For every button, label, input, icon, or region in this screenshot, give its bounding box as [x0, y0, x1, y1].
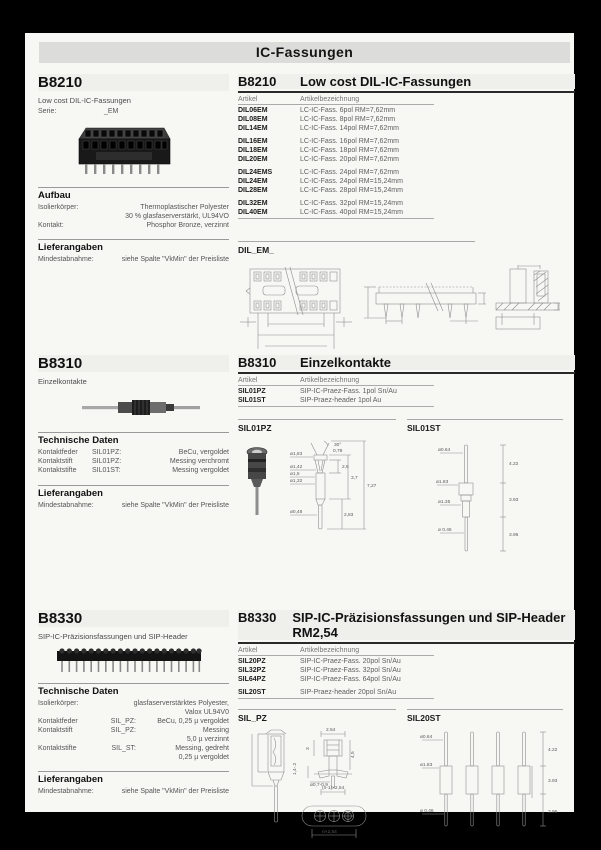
title-underline — [238, 91, 575, 93]
dil-em-drawing-label: DIL_EM_ — [238, 241, 475, 255]
article-number: DIL18EM — [238, 147, 268, 154]
tech-row — [38, 744, 229, 753]
article-number: DIL20EM — [238, 156, 268, 163]
svg-text:ø1,32: ø1,32 — [290, 479, 303, 484]
svg-text:ø1.83: ø1.83 — [436, 480, 449, 485]
article-number: SIL01PZ — [238, 388, 266, 395]
article-description: LC-IC-Fass. 6pol RM=7,62mm — [300, 107, 396, 114]
dimension-labels — [420, 734, 558, 815]
kontakt-label: Kontakt: — [38, 222, 64, 229]
article-description: SIP-IC-Praez-Fass. 1pol Sn/Au — [300, 388, 397, 395]
table-row — [238, 106, 575, 115]
dimension-labels — [436, 447, 519, 538]
article-number: DIL06EM — [238, 107, 268, 114]
col-bezeichnung: Artikelbezeichnung — [300, 96, 360, 103]
tech-row-wrap — [38, 735, 229, 744]
svg-text:3.93: 3.93 — [509, 498, 519, 503]
tech-label: Kontaktstift — [38, 727, 73, 734]
tech-title: Technische Daten — [38, 686, 119, 697]
svg-text:n×2,54: n×2,54 — [322, 830, 337, 835]
tech-value2: 0,25 µ vergoldet — [178, 754, 229, 761]
title-underline — [238, 642, 575, 644]
b8210-table-column — [238, 74, 575, 361]
b8310-table-column — [238, 355, 575, 565]
sil-pz-technical-drawing — [238, 726, 410, 848]
table-row — [238, 177, 575, 186]
liefer-row — [38, 501, 229, 510]
article-description: SIP-IC-Praez-Fass. 20pol Sn/Au — [300, 658, 401, 665]
tech-label: Kontaktstifte — [38, 467, 77, 474]
liefer-value: siehe Spalte "VkMin" der Preisliste — [121, 256, 229, 263]
col-artikel: Artikel — [238, 377, 258, 384]
svg-text:4.22: 4.22 — [509, 462, 519, 467]
drawing-label-row — [238, 419, 575, 433]
title-underline — [238, 372, 575, 374]
drawing-label-row — [238, 709, 575, 723]
tech-value: Messing — [202, 727, 229, 734]
tech-code: SIL01ST: — [92, 467, 121, 474]
article-number: SIL20ST — [238, 689, 266, 696]
catalog-page — [25, 33, 574, 835]
svg-text:3: 3 — [306, 747, 311, 750]
tech-value: BeCu, 0,25 µ vergoldet — [157, 718, 229, 725]
dil-side-view — [364, 283, 486, 324]
tech-title: Technische Daten — [38, 435, 119, 446]
col-artikel: Artikel — [238, 647, 258, 654]
article-description: LC-IC-Fass. 28pol RM=15,24mm — [300, 187, 403, 194]
svg-text:4.22: 4.22 — [548, 748, 558, 753]
liefer-title: Lieferangaben — [38, 774, 103, 785]
tech-row — [38, 717, 229, 726]
svg-text:ø1,5: ø1,5 — [290, 472, 300, 477]
b8210-heading: B8210 — [38, 74, 229, 91]
table-title-text: Low cost DIL-IC-Fassungen — [300, 74, 472, 89]
serie-value: _EM — [104, 108, 119, 115]
article-number: DIL16EM — [238, 138, 268, 145]
liefer-label: Mindestabnahme: — [38, 788, 94, 795]
iso-row2 — [38, 708, 229, 717]
header-rule — [238, 385, 434, 386]
table-header — [238, 646, 575, 655]
table-header — [238, 95, 575, 104]
svg-text:2.54: 2.54 — [326, 728, 336, 733]
pin-outline — [437, 445, 506, 551]
table-id: B8210 — [238, 74, 277, 89]
b8330-table-title — [238, 610, 575, 640]
b8310-subtitle: Einzelkontakte — [38, 377, 87, 386]
b8210-table-title — [238, 74, 575, 89]
svg-text:ø0.64: ø0.64 — [420, 735, 433, 740]
svg-text:3.96: 3.96 — [548, 810, 558, 815]
liefer-row — [38, 255, 229, 264]
col-bezeichnung: Artikelbezeichnung — [300, 377, 360, 384]
col-artikel: Artikel — [238, 96, 258, 103]
table-bottom-rule — [238, 698, 434, 699]
tech-code: SIL_PZ: — [110, 727, 136, 734]
table-row — [238, 137, 575, 146]
b8330-subtitle: SIP-IC-Präzisionsfassungen und SIP-Header — [38, 632, 188, 641]
divider — [38, 771, 229, 772]
svg-text:0,78: 0,78 — [333, 449, 343, 454]
article-description: LC-IC-Fass. 24pol RM=15,24mm — [300, 178, 403, 185]
kontakt-value: Phosphor Bronze, verzinnt — [146, 222, 229, 229]
tech-label: Kontaktfeder — [38, 718, 78, 725]
divider — [38, 683, 229, 684]
table-row — [238, 396, 575, 405]
divider — [38, 239, 229, 240]
sil01pz-technical-drawing — [238, 437, 407, 565]
svg-text:3.96: 3.96 — [509, 533, 519, 538]
drawing-label-row — [238, 241, 575, 255]
tech-label: Kontaktstift — [38, 458, 73, 465]
svg-text:7,27: 7,27 — [367, 484, 377, 489]
divider — [38, 432, 229, 433]
table-row — [238, 688, 575, 697]
b8310-drawings — [238, 437, 575, 565]
svg-text:ø1.83: ø1.83 — [420, 763, 433, 768]
sil01st-drawing-label: SIL01ST — [407, 419, 563, 433]
iso-value: Thermoplastischer Polyester — [140, 204, 229, 211]
tech-code: SIL_PZ: — [110, 718, 136, 725]
article-description: SIP-IC-Praez-Fass. 32pol Sn/Au — [300, 667, 401, 674]
table-id: B8310 — [238, 355, 277, 370]
iso-row — [38, 699, 229, 708]
article-number: DIL24EMS — [238, 169, 273, 176]
tech-code: SIL01PZ: — [92, 458, 122, 465]
article-description: LC-IC-Fass. 40pol RM=15,24mm — [300, 209, 403, 216]
liefer-title: Lieferangaben — [38, 488, 103, 499]
table-header — [238, 376, 575, 385]
b8330-table-column — [238, 610, 575, 848]
table-row — [238, 657, 575, 666]
b8330-left-column — [38, 610, 229, 796]
kontakt-row — [38, 221, 229, 230]
svg-text:ø1.35: ø1.35 — [438, 500, 451, 505]
b8210-subtitle: Low cost DIL-IC-Fassungen — [38, 96, 131, 105]
col-bezeichnung: Artikelbezeichnung — [300, 647, 360, 654]
liefer-label: Mindestabnahme: — [38, 256, 94, 263]
section-b8330 — [25, 610, 574, 845]
table-row — [238, 124, 575, 133]
tech-value: BeCu, vergoldet — [178, 449, 229, 456]
iso-label: Isolierkörper: — [38, 204, 79, 211]
article-number: DIL14EM — [238, 125, 268, 132]
table-row — [238, 208, 575, 217]
tech-code: SIL_ST: — [111, 745, 136, 752]
sil20st-drawing-label: SIL20ST — [407, 709, 563, 723]
article-description: SIP-IC-Praez-Fass. 64pol Sn/Au — [300, 676, 401, 683]
dil-top-view — [240, 267, 352, 349]
article-number: DIL32EM — [238, 200, 268, 207]
article-number: SIL32PZ — [238, 667, 266, 674]
table-row — [238, 199, 575, 208]
table-row — [238, 115, 575, 124]
liefer-value: siehe Spalte "VkMin" der Preisliste — [121, 502, 229, 509]
section-b8210 — [25, 74, 574, 355]
svg-text:ø0,7-0,9: ø0,7-0,9 — [310, 783, 328, 788]
article-number: SIL01ST — [238, 397, 266, 404]
article-number: DIL24EM — [238, 178, 268, 185]
liefer-value: siehe Spalte "VkMin" der Preisliste — [121, 788, 229, 795]
table-title-text: SIP-IC-Präzisionsfassungen und SIP-Header RM2,54 — [292, 610, 566, 640]
dimension-labels — [290, 442, 377, 518]
sil01pz-drawing-label: SIL01PZ — [238, 419, 396, 433]
table-title-text: Einzelkontakte — [300, 355, 392, 370]
table-row — [238, 186, 575, 195]
table-row — [238, 666, 575, 675]
b8330-heading: B8330 — [38, 610, 229, 627]
table-row — [238, 155, 575, 164]
table-id: B8330 — [238, 610, 277, 625]
table-bottom-rule — [238, 406, 434, 407]
svg-text:2,83: 2,83 — [344, 513, 354, 518]
header-pins-outline — [422, 732, 546, 826]
article-description: LC-IC-Fass. 14pol RM=7,62mm — [300, 125, 400, 132]
iso-row2 — [38, 212, 229, 221]
b8210-left-column — [38, 74, 229, 264]
b8310-left-column — [38, 355, 229, 510]
table-row — [238, 675, 575, 684]
svg-text:ø 0.46: ø 0.46 — [420, 809, 434, 814]
header-rule — [238, 104, 434, 105]
svg-text:2,5: 2,5 — [342, 465, 349, 470]
dil-em-technical-drawing — [238, 261, 562, 361]
svg-text:(n-1)×2,54: (n-1)×2,54 — [322, 786, 345, 791]
article-description: LC-IC-Fass. 8pol RM=7,62mm — [300, 116, 396, 123]
svg-text:1,4-.2: 1,4-.2 — [293, 762, 298, 775]
sil01st-technical-drawing — [410, 437, 530, 565]
header-rule — [238, 655, 434, 656]
article-description: SIP-Praez-header 1pol Au — [300, 397, 382, 404]
liefer-label: Mindestabnahme: — [38, 502, 94, 509]
svg-text:30°: 30° — [334, 443, 342, 448]
article-description: LC-IC-Fass. 18pol RM=7,62mm — [300, 147, 400, 154]
tech-row-wrap — [38, 753, 229, 762]
tech-row — [38, 726, 229, 735]
tech-row — [38, 466, 229, 475]
iso-value: glasfaserverstärktes Polyester, — [133, 700, 229, 707]
single-contact-photo — [82, 394, 200, 422]
svg-text:3.93: 3.93 — [548, 779, 558, 784]
svg-text:ø1,83: ø1,83 — [290, 452, 303, 457]
article-description: LC-IC-Fass. 32pol RM=15,24mm — [300, 200, 403, 207]
svg-text:ø0.64: ø0.64 — [438, 448, 451, 453]
b8210-serie-row — [38, 107, 229, 116]
sil20st-technical-drawing — [416, 726, 566, 848]
tech-row — [38, 457, 229, 466]
article-number: DIL40EM — [238, 209, 268, 216]
svg-text:ø1,42: ø1,42 — [290, 465, 303, 470]
sil-pz-drawing-label: SIL_PZ — [238, 709, 396, 723]
section-b8310 — [25, 355, 574, 610]
b8310-table-title — [238, 355, 575, 370]
article-description: LC-IC-Fass. 20pol RM=7,62mm — [300, 156, 400, 163]
tech-value: Messing vergoldet — [172, 467, 229, 474]
article-number: DIL28EM — [238, 187, 268, 194]
article-number: DIL08EM — [238, 116, 268, 123]
table-bottom-rule — [238, 218, 434, 219]
svg-text:ø0,48: ø0,48 — [290, 510, 303, 515]
table-row — [238, 387, 575, 396]
b8310-heading: B8310 — [38, 355, 229, 372]
article-description: LC-IC-Fass. 16pol RM=7,62mm — [300, 138, 400, 145]
tech-code: SIL01PZ: — [92, 449, 122, 456]
tech-value: Messing, gedreht — [175, 745, 229, 752]
dip-socket-photo — [76, 124, 172, 178]
table-row — [238, 168, 575, 177]
table-row — [238, 146, 575, 155]
svg-text:3,7: 3,7 — [351, 476, 358, 481]
tech-value: Messing verchromt — [169, 458, 229, 465]
article-number: SIL64PZ — [238, 676, 266, 683]
liefer-row — [38, 787, 229, 796]
iso-value2: Valox UL94V0 — [184, 709, 229, 716]
divider — [38, 485, 229, 486]
iso-label: Isolierkörper: — [38, 700, 79, 707]
article-description: LC-IC-Fass. 24pol RM=7,62mm — [300, 169, 400, 176]
socket-side-view — [252, 730, 286, 822]
article-number: SIL20PZ — [238, 658, 266, 665]
liefer-title: Lieferangaben — [38, 242, 103, 253]
tech-label: Kontaktfeder — [38, 449, 78, 456]
aufbau-title: Aufbau — [38, 190, 71, 201]
iso-row — [38, 203, 229, 212]
iso-value2: 30 % glasfaserverstärkt, UL94VO — [125, 213, 229, 220]
article-description: SIP-Praez-header 20pol Sn/Au — [300, 689, 397, 696]
tech-value2: 5,0 µ verzinnt — [186, 736, 229, 743]
divider — [38, 187, 229, 188]
serie-label: Serie: — [38, 108, 57, 115]
svg-text:ø 0.46: ø 0.46 — [438, 528, 452, 533]
tech-label: Kontaktstifte — [38, 745, 77, 752]
tech-row — [38, 448, 229, 457]
dil-section-view — [496, 265, 560, 329]
page-title: IC-Fassungen — [39, 42, 570, 63]
sip-strip-photo — [56, 647, 202, 675]
svg-text:4,5: 4,5 — [351, 751, 356, 758]
b8330-drawings — [238, 726, 575, 848]
contact-photo-inset — [247, 448, 267, 516]
